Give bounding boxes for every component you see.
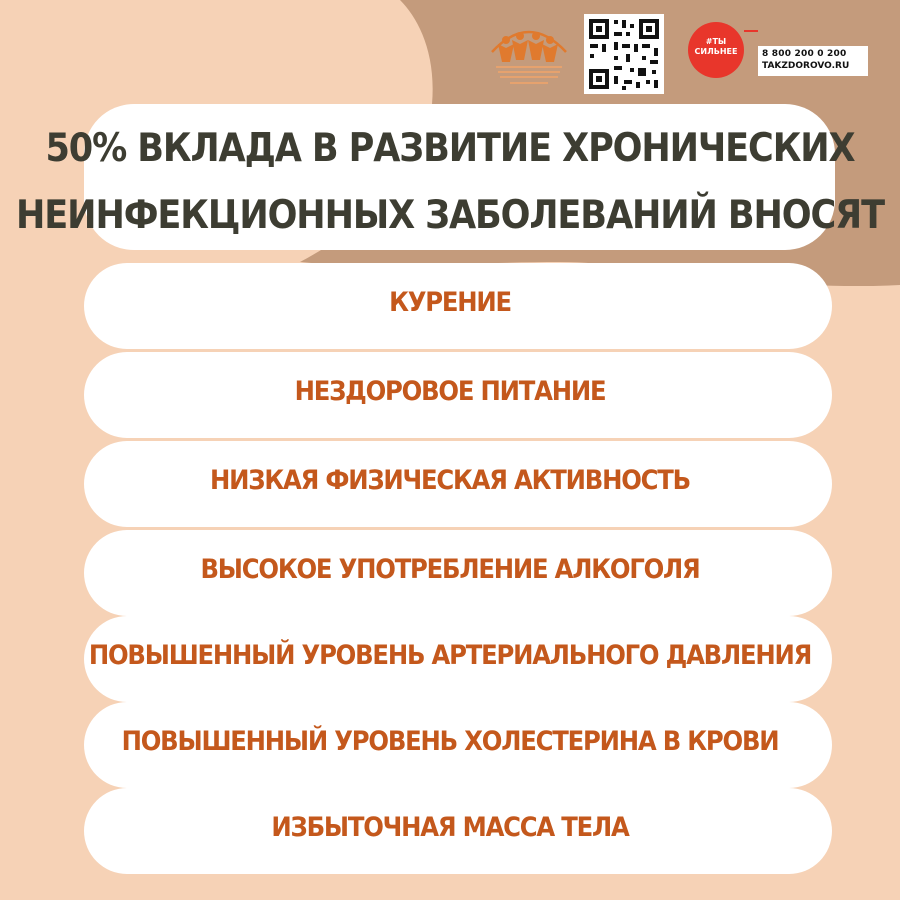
hotline-box — [758, 46, 868, 76]
list-item: КУРЕНИЕ — [389, 287, 511, 318]
list-item: НИЗКАЯ ФИЗИЧЕСКАЯ АКТИВНОСТЬ — [210, 465, 690, 496]
list-item: НЕЗДОРОВОЕ ПИТАНИЕ — [294, 376, 606, 407]
website-link[interactable]: TAKZDOROVO.RU — [762, 61, 850, 71]
list-item: ВЫСОКОЕ УПОТРЕБЛЕНИЕ АЛКОГОЛЯ — [200, 554, 700, 585]
qr-code-icon[interactable] — [584, 14, 664, 94]
list-item: ПОВЫШЕННЫЙ УРОВЕНЬ ХОЛЕСТЕРИНА В КРОВИ — [121, 726, 779, 757]
title-line-2: НЕИНФЕКЦИОННЫХ ЗАБОЛЕВАНИЙ ВНОСЯТ — [16, 193, 884, 238]
list-item: ИЗБЫТОЧНАЯ МАССА ТЕЛА — [271, 812, 629, 843]
svg-text:СИЛЬНЕЕ: СИЛЬНЕЕ — [694, 47, 738, 56]
list-item: ПОВЫШЕННЫЙ УРОВЕНЬ АРТЕРИАЛЬНОГО ДАВЛЕНИЯ — [88, 640, 812, 671]
title-line-1: 50% ВКЛАДА В РАЗВИТИЕ ХРОНИЧЕСКИХ — [45, 126, 855, 171]
hotline-phone[interactable]: 8 800 200 0 200 — [762, 49, 847, 59]
health-center-logo-icon — [484, 18, 574, 90]
svg-text:#ТЫ: #ТЫ — [705, 37, 727, 46]
